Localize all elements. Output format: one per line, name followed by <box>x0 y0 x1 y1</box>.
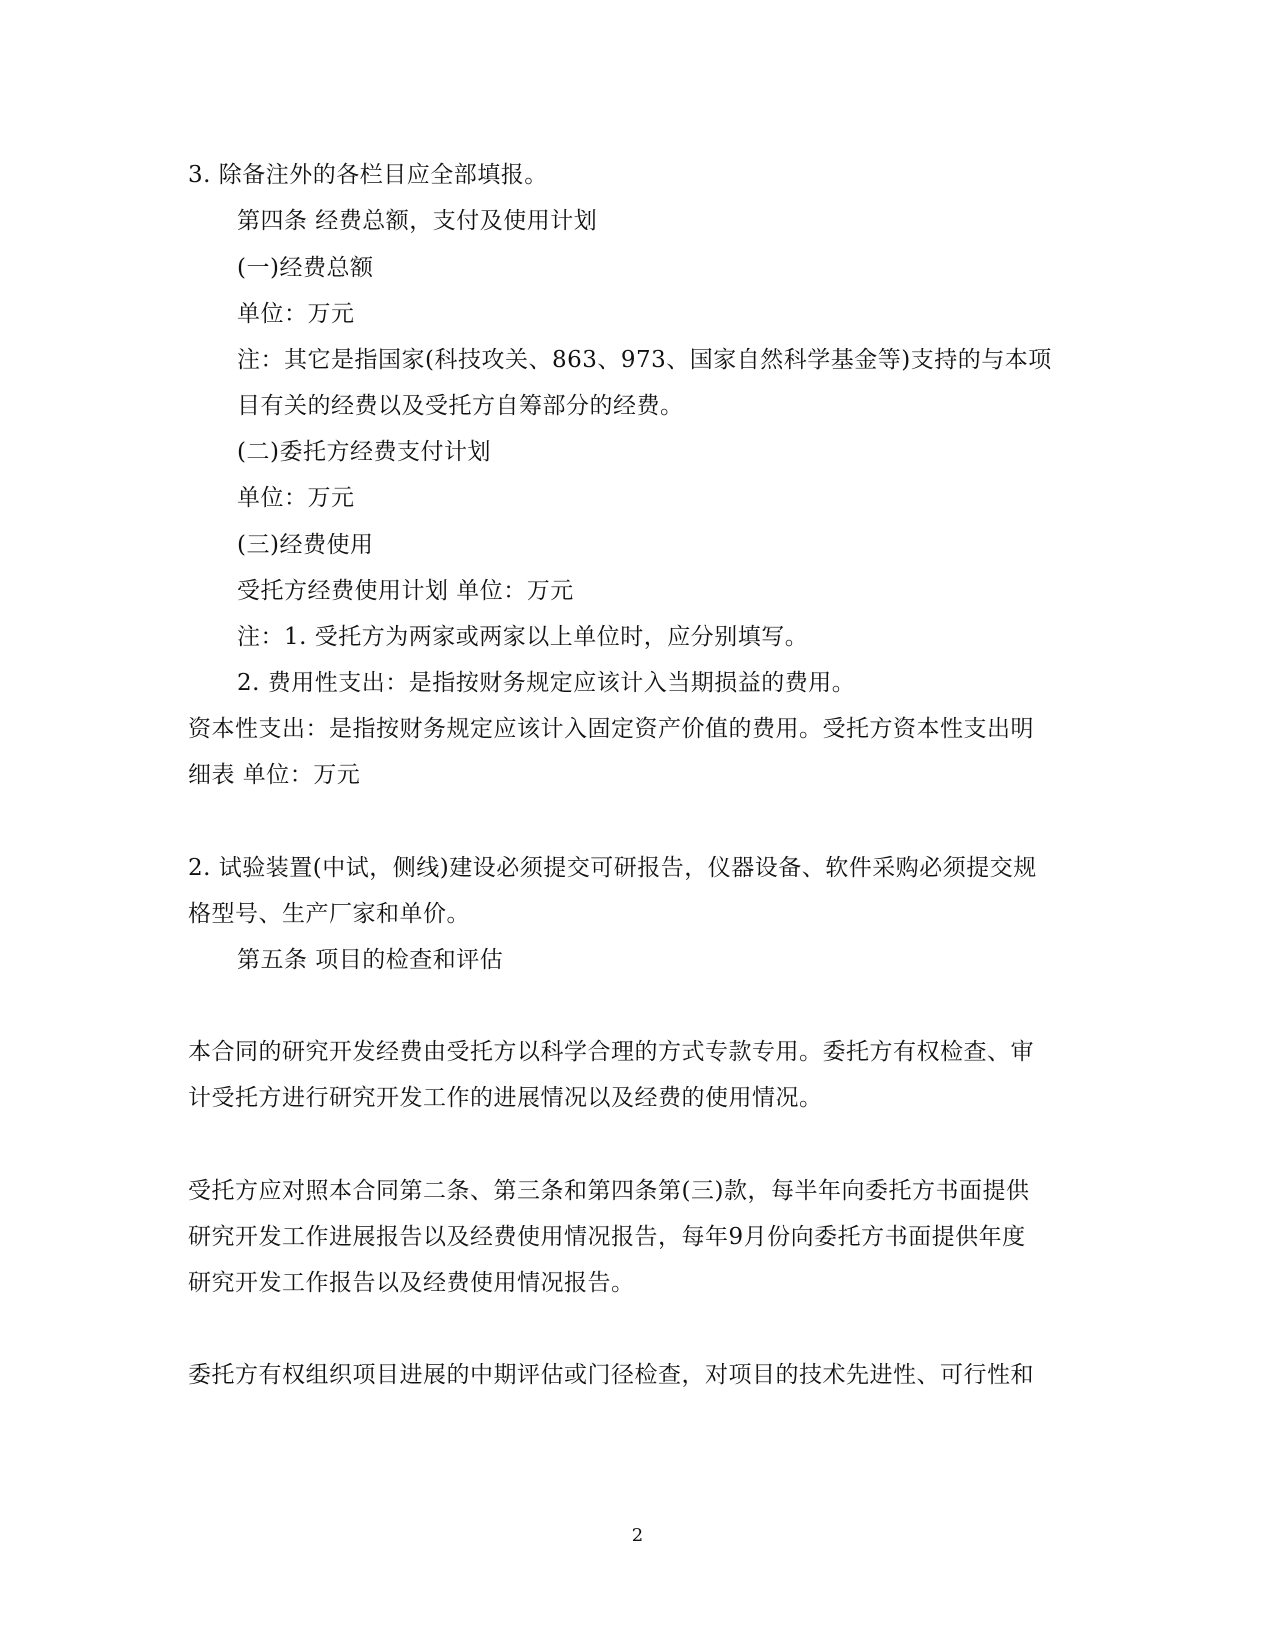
text-line: 受托方经费使用计划 单位：万元 <box>237 578 574 604</box>
subsection-heading: (一)经费总额 <box>237 255 374 281</box>
paragraph-line: 委托方有权组织项目进展的中期评估或门径检查，对项目的技术先进性、可行性和 <box>188 1362 1034 1388</box>
paragraph-line: 研究开发工作报告以及经费使用情况报告。 <box>188 1270 635 1296</box>
text-line: 资本性支出：是指按财务规定应该计入固定资产价值的费用。受托方资本性支出明 <box>188 716 1034 742</box>
text-line: 格型号、生产厂家和单价。 <box>188 901 470 927</box>
note-line: 2. 费用性支出：是指按财务规定应该计入当期损益的费用。 <box>237 670 856 696</box>
unit-label: 单位：万元 <box>237 301 355 327</box>
paragraph-line: 计受托方进行研究开发工作的进展情况以及经费的使用情况。 <box>188 1085 823 1111</box>
section-heading: 第四条 经费总额，支付及使用计划 <box>237 208 598 234</box>
paragraph-line: 本合同的研究开发经费由受托方以科学合理的方式专款专用。委托方有权检查、审 <box>188 1039 1034 1065</box>
unit-label: 单位：万元 <box>237 485 355 511</box>
text-line: 2. 试验装置(中试，侧线)建设必须提交可研报告，仪器设备、软件采购必须提交规 <box>188 855 1037 881</box>
note-line: 注：1. 受托方为两家或两家以上单位时，应分别填写。 <box>237 624 809 650</box>
text-line: 细表 单位：万元 <box>188 762 361 788</box>
paragraph-line: 研究开发工作进展报告以及经费使用情况报告，每年9月份向委托方书面提供年度 <box>188 1224 1026 1250</box>
text-line: 3. 除备注外的各栏目应全部填报。 <box>188 162 548 188</box>
section-heading: 第五条 项目的检查和评估 <box>237 947 504 973</box>
page-number: 2 <box>631 1525 644 1546</box>
subsection-heading: (二)委托方经费支付计划 <box>237 439 491 465</box>
note-line: 注：其它是指国家(科技攻关、863、973、国家自然科学基金等)支持的与本项 <box>237 347 1052 373</box>
subsection-heading: (三)经费使用 <box>237 532 374 558</box>
paragraph-line: 受托方应对照本合同第二条、第三条和第四条第(三)款，每半年向委托方书面提供 <box>188 1178 1030 1204</box>
note-line: 目有关的经费以及受托方自筹部分的经费。 <box>237 393 684 419</box>
